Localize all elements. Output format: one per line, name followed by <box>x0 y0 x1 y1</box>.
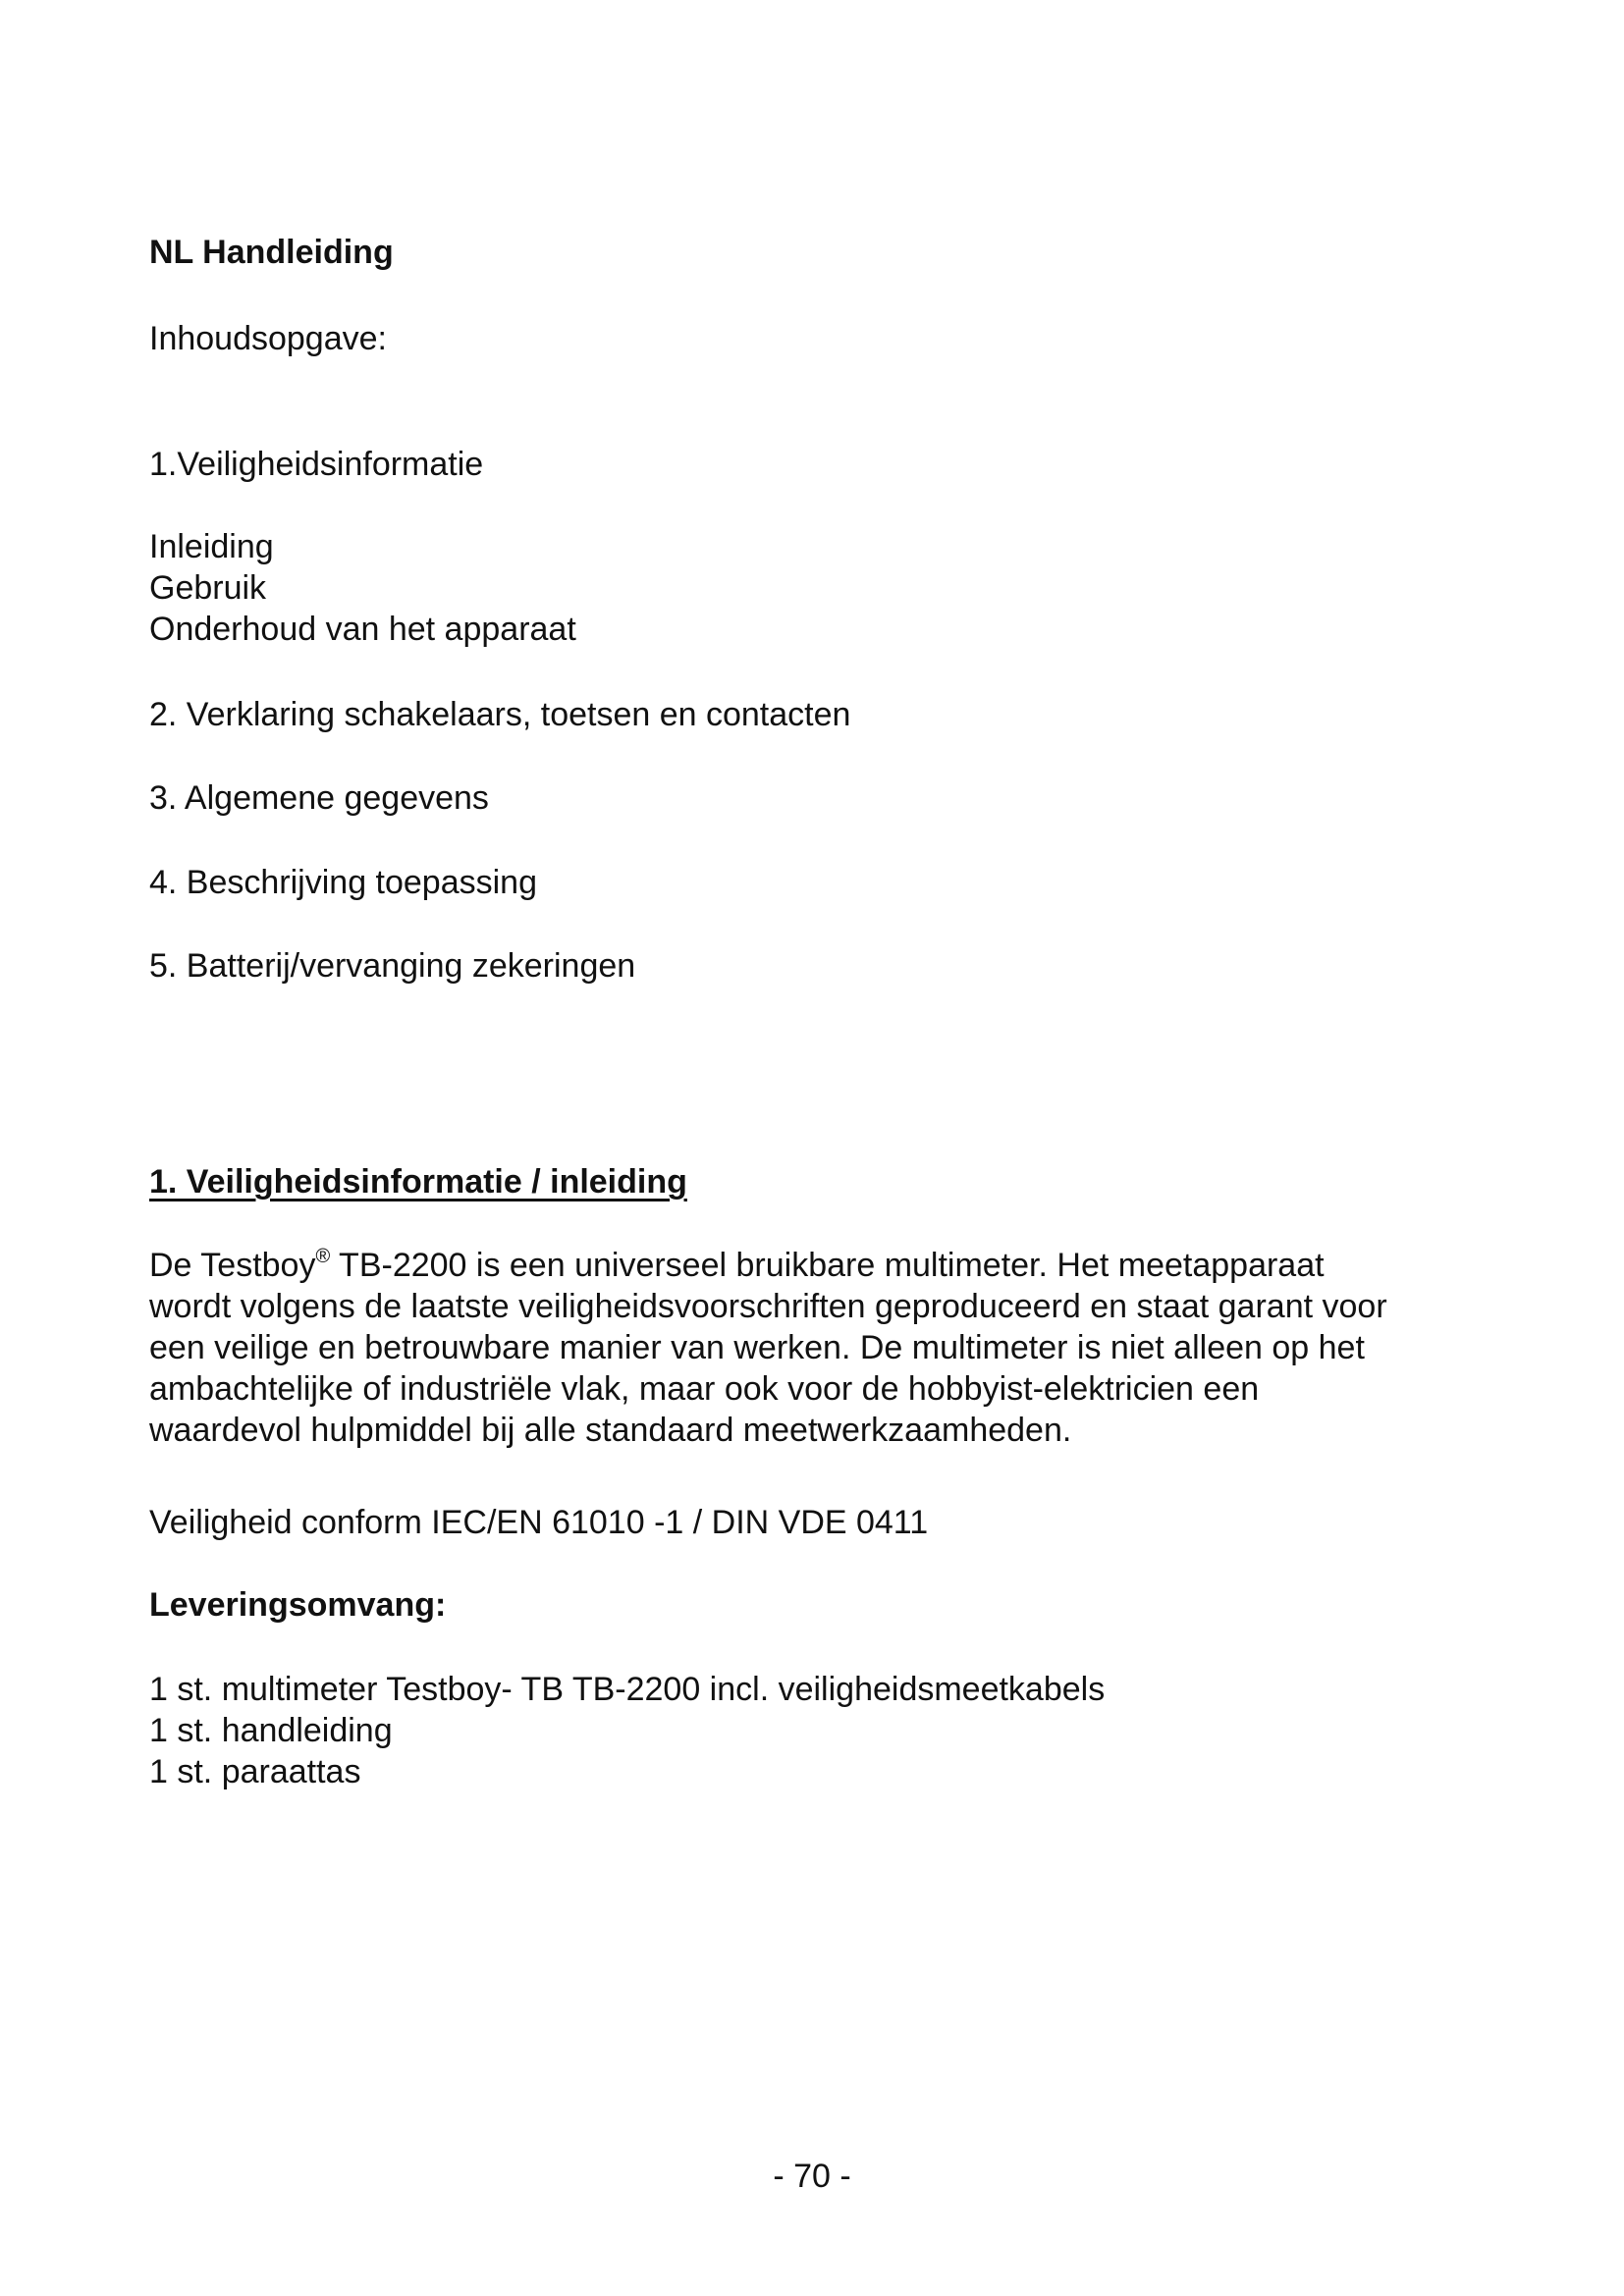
intro-line: waardevol hulpmiddel bij alle standaard meetwerkzaamheden. <box>149 1412 1072 1449</box>
intro-line: wordt volgens de laatste veiligheidsvoorschriften geproduceerd en staat garant voor <box>149 1288 1387 1325</box>
toc-subitem: Gebruik <box>149 569 267 607</box>
section-heading: 1. Veiligheidsinformatie / inleiding <box>149 1163 687 1201</box>
toc-item-1: 1.Veiligheidsinformatie <box>149 446 484 483</box>
toc-item-2: 2. Verklaring schakelaars, toetsen en contacten <box>149 696 851 733</box>
registered-mark: ® <box>315 1246 331 1267</box>
safety-standard: Veiligheid conform IEC/EN 61010 -1 / DIN VDE 0411 <box>149 1504 929 1541</box>
intro-line-text: TB-2200 is een universeel bruikbare multimeter. Het meetapparaat <box>330 1247 1325 1284</box>
toc-heading: Inhoudsopgave: <box>149 320 387 357</box>
intro-paragraph <box>149 1245 1524 1451</box>
delivery-heading: Leveringsomvang: <box>149 1586 447 1624</box>
toc-item-5: 5. Batterij/vervanging zekeringen <box>149 947 636 985</box>
page-title: NL Handleiding <box>149 234 394 271</box>
toc-item-3: 3. Algemene gegevens <box>149 779 489 817</box>
list-item: 1 st. handleiding <box>149 1712 393 1749</box>
brand-name: De Testboy <box>149 1247 316 1284</box>
delivery-list <box>149 1669 1105 1792</box>
list-item: 1 st. paraattas <box>149 1753 361 1790</box>
intro-line <box>149 1245 1524 1286</box>
page-number: - 70 - <box>773 2158 851 2195</box>
toc-item-4: 4. Beschrijving toepassing <box>149 864 538 901</box>
intro-line: ambachtelijke of industriële vlak, maar ook voor de hobbyist-elektricien een <box>149 1370 1260 1408</box>
toc-subitems <box>149 526 576 650</box>
toc-subitem: Onderhoud van het apparaat <box>149 611 576 648</box>
toc-subitem: Inleiding <box>149 528 274 565</box>
list-item: 1 st. multimeter Testboy- TB TB-2200 incl. veiligheidsmeetkabels <box>149 1671 1106 1708</box>
intro-line: een veilige en betrouwbare manier van werken. De multimeter is niet alleen op het <box>149 1329 1365 1366</box>
